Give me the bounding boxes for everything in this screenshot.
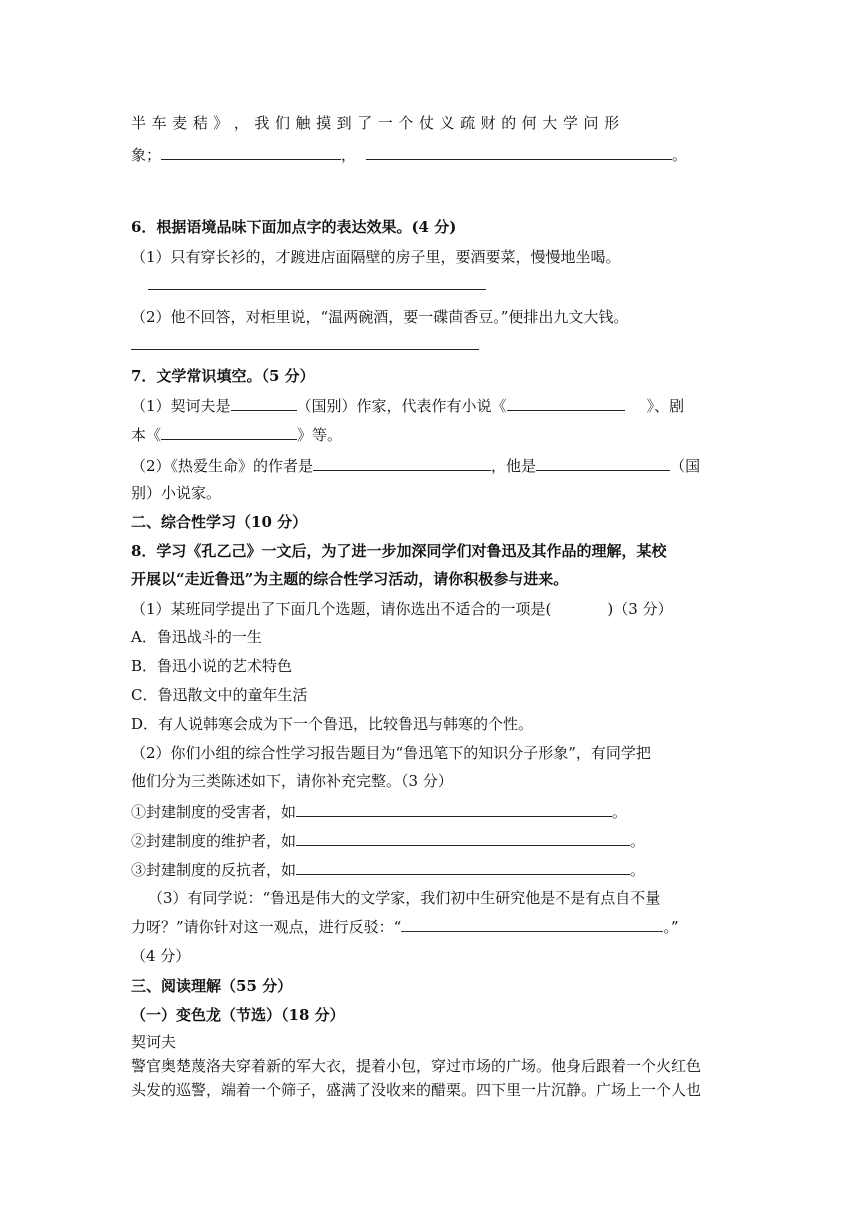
text: （国: [670, 457, 701, 475]
paragraph-line: 别）小说家。: [131, 484, 222, 502]
question-6-item-1: （1）只有穿长衫的，才踱进店面隔壁的房子里，要酒要菜，慢慢地坐喝。: [131, 248, 621, 266]
option-c: C．鲁迅散文中的童年生活: [131, 686, 308, 704]
text: ，: [341, 146, 357, 164]
question-7-title: 7．文学常识填空。（5 分）: [131, 367, 315, 385]
blank: [161, 144, 341, 160]
text: 力呀？”请你针对这一观点，进行反驳：“: [131, 918, 402, 936]
text: ②封建制度的维护者，如: [131, 832, 297, 850]
text: ①封建制度的受害者，如: [131, 803, 297, 821]
option-a: A．鲁迅战斗的一生: [131, 628, 262, 646]
text: 。: [672, 146, 688, 164]
score-note: （4 分）: [131, 947, 191, 965]
blank: [536, 455, 670, 471]
blank: [507, 395, 625, 411]
blank: [296, 801, 612, 817]
text: 。”: [663, 918, 679, 936]
question-8-part-3-line-1: （3）有同学说：“鲁迅是伟大的文学家，我们初中生研究他是不是有点自不量: [148, 889, 661, 907]
question-8-title-line-1: 8．学习《孔乙己》一文后，为了进一步加深同学们对鲁迅及其作品的理解，某校: [131, 542, 667, 560]
blank: [296, 830, 630, 846]
question-8-part-2-line-1: （2）你们小组的综合性学习报告题目为“鲁迅笔下的知识分子形象”，有同学把: [131, 744, 651, 762]
option-b: B．鲁迅小说的艺术特色: [131, 657, 293, 675]
fill-line: [131, 424, 342, 445]
question-6-item-2: （2）他不回答，对柜里说，“温两碗酒，要一碟茴香豆。”便排出九文大钱。: [131, 308, 629, 326]
passage-title: （一）变色龙（节选）（18 分）: [131, 1006, 345, 1024]
fill-line: [131, 830, 645, 851]
passage-line: 头发的巡警，端着一个筛子，盛满了没收来的醋栗。四下里一片沉静。广场上一个人也: [131, 1081, 702, 1099]
text: （1）某班同学提出了下面几个选题，请你选出不适合的一项是(: [131, 600, 552, 618]
blank: [161, 424, 297, 440]
text: ③封建制度的反抗者，如: [131, 861, 297, 879]
text: 半 车 麦 秸 》 ， 我 们 触 摸 到 了 一 个 仗 义 疏 财 的 何 大 学 问 形: [131, 114, 620, 132]
blank: [231, 395, 297, 411]
text: 》、剧: [646, 397, 685, 415]
fill-line: [131, 917, 679, 937]
text: 。: [612, 803, 628, 821]
fill-line: [131, 395, 684, 416]
passage-line: 警官奥楚蔑洛夫穿着新的军大衣，提着小包，穿过市场的广场。他身后跟着一个火红色: [131, 1057, 702, 1075]
question-8-part-1: [131, 599, 673, 619]
section-3-title: 三、阅读理解（55 分）: [131, 977, 293, 995]
blank: [366, 144, 672, 160]
answer-line: [148, 289, 486, 290]
passage-author: 契诃夫: [131, 1033, 177, 1051]
text: 。: [630, 861, 646, 879]
text: 象；: [131, 146, 162, 164]
blank: [296, 859, 630, 875]
answer-line: [131, 349, 479, 350]
fill-line: [131, 801, 627, 822]
text: （国别）作家，代表作有小说《: [296, 397, 507, 415]
text: )（3 分）: [607, 600, 673, 618]
option-d: D．有人说韩寒会成为下一个鲁迅，比较鲁迅与韩寒的个性。: [131, 715, 534, 733]
text: 》等。: [297, 426, 343, 444]
section-2-title: 二、综合性学习（10 分）: [131, 513, 308, 531]
question-8-title-line-2: 开展以“走近鲁迅”为主题的综合性学习活动，请你积极参与进来。: [131, 570, 569, 588]
question-6-title: 6．根据语境品味下面加点字的表达效果。(4 分): [131, 218, 457, 236]
text: ，他是: [491, 457, 537, 475]
blank: [313, 455, 491, 471]
text: （1）契诃夫是: [131, 397, 231, 415]
paragraph-line: [131, 113, 619, 133]
question-8-part-2-line-2: 他们分为三类陈述如下，请你补充完整。（3 分）: [131, 772, 453, 790]
fill-line: [131, 144, 687, 165]
fill-line: [131, 859, 645, 880]
text: 本《: [131, 426, 162, 444]
blank: [401, 917, 663, 932]
text: 。: [630, 832, 646, 850]
text: （2）《热爱生命》的作者是: [131, 457, 314, 475]
fill-line: [131, 455, 700, 476]
